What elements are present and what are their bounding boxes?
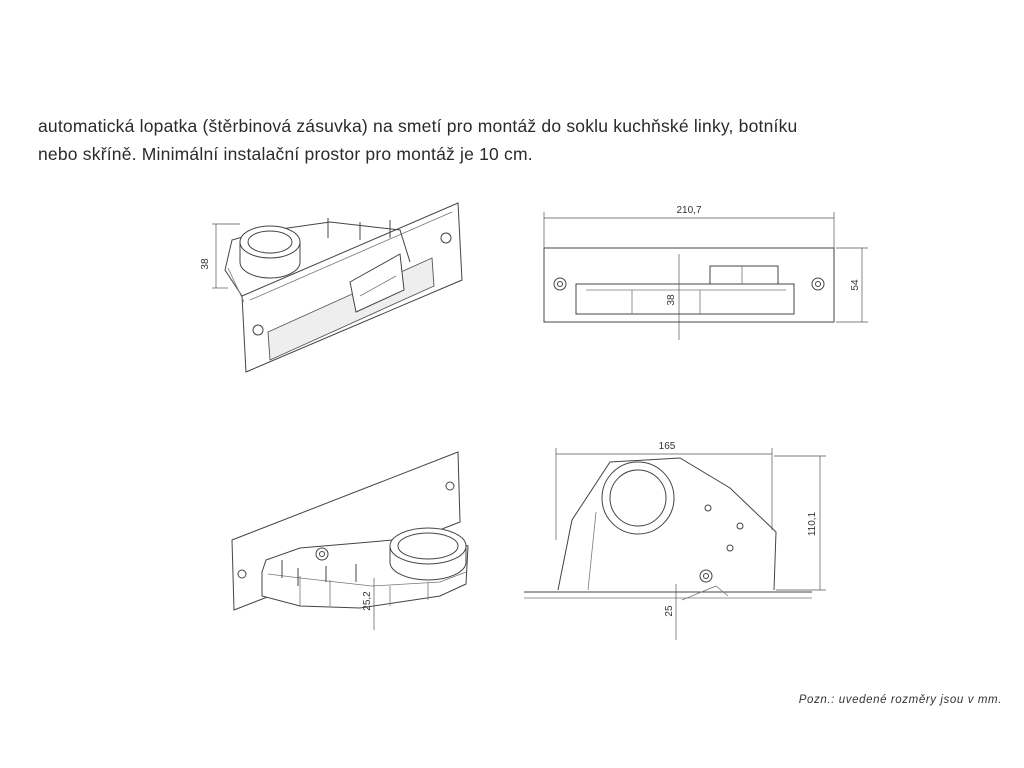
units-note: Pozn.: uvedené rozměry jsou v mm. (798, 694, 1002, 706)
dim-iso-top-height: 38 (200, 258, 211, 270)
isometric-view-top (200, 203, 462, 372)
intro-line-2: nebo skříně. Minimální instalační prostor pro montáž je 10 cm. (38, 144, 533, 164)
dim-front-height: 54 (850, 279, 861, 291)
intro-line-1: automatická lopatka (štěrbinová zásuvka) na smetí pro montáž do soklu kuchňské linky, botníku (38, 116, 798, 136)
top-view (524, 441, 826, 640)
dim-front-width: 210,7 (676, 205, 702, 216)
isometric-view-bottom (232, 452, 468, 630)
dim-top-width: 165 (658, 441, 676, 452)
dim-top-offset: 25 (664, 605, 675, 617)
dim-front-inner-height: 38 (666, 294, 677, 306)
dim-iso-bottom-height: 25,2 (362, 591, 373, 611)
dim-top-depth: 110,1 (807, 511, 818, 537)
front-view (544, 205, 868, 340)
